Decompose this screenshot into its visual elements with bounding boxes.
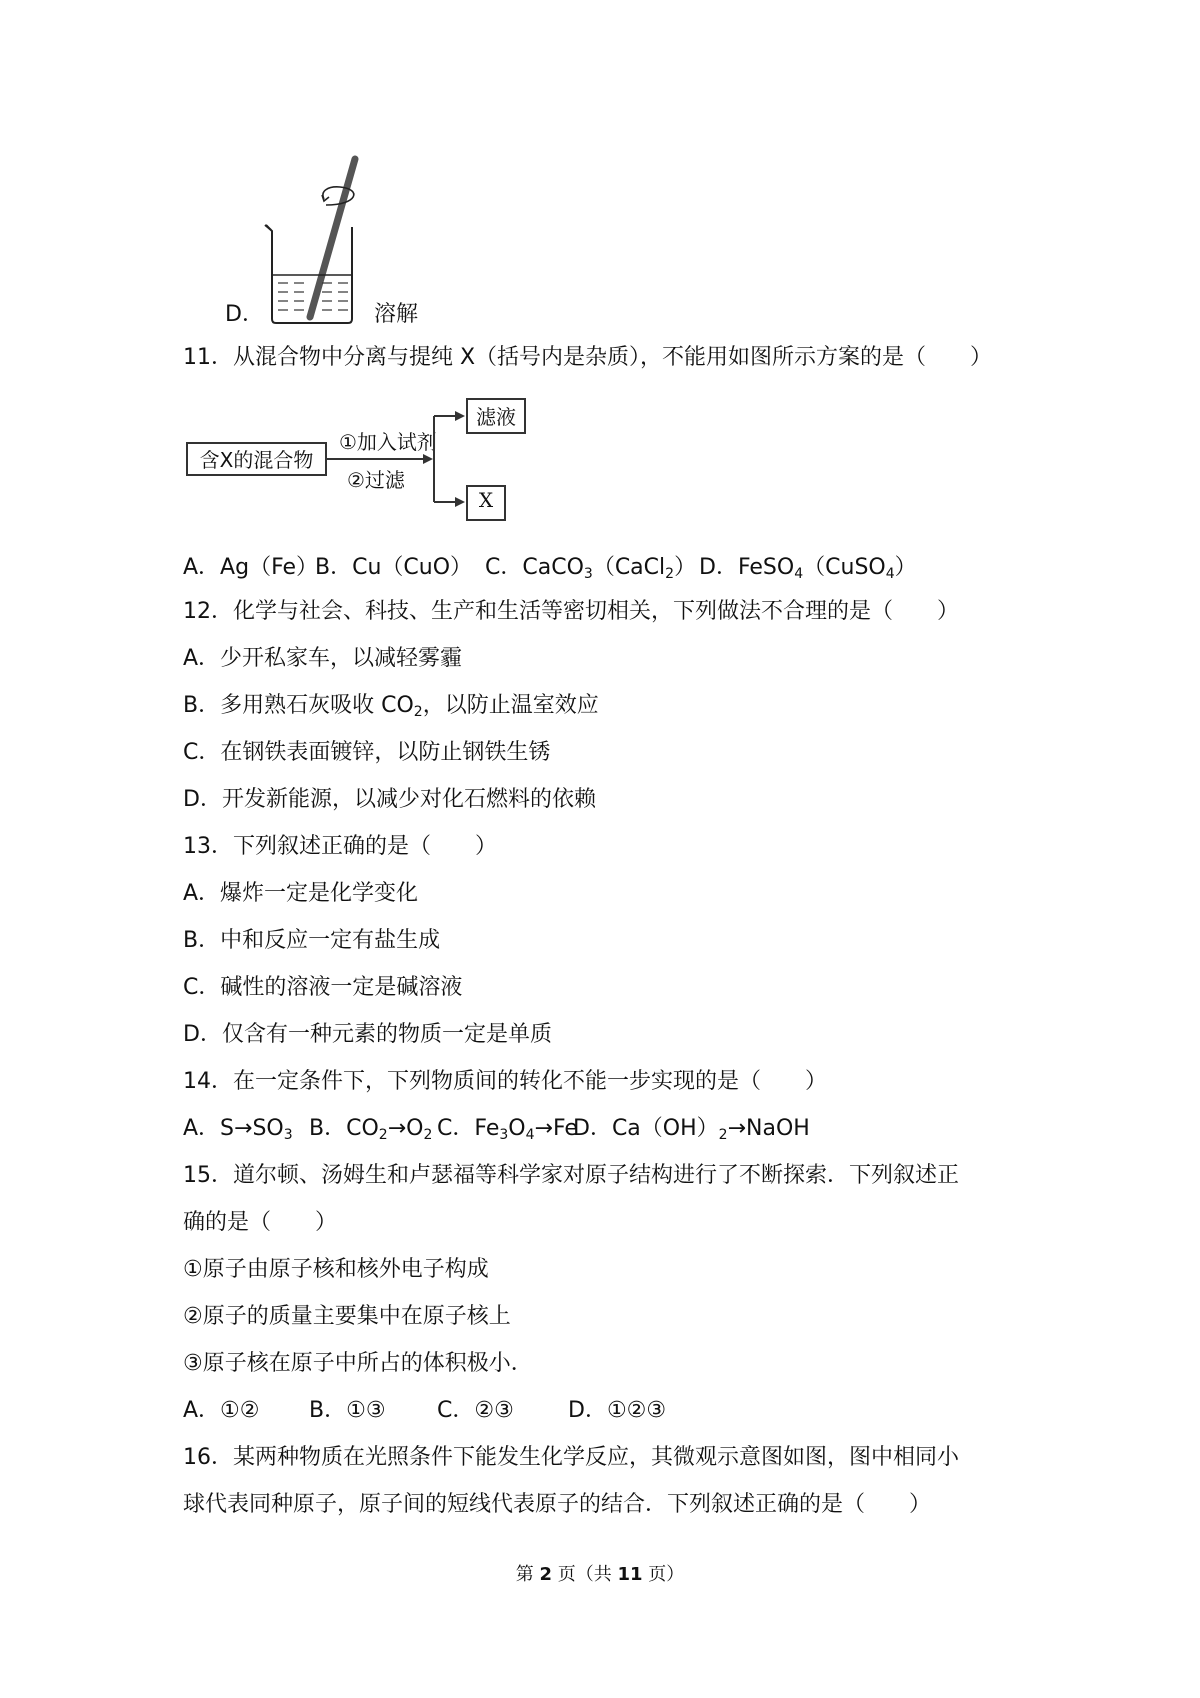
step2-label: ②过滤 [347, 468, 405, 492]
q13-option-a: A．爆炸一定是化学变化 [183, 881, 419, 906]
page-number: 2 [539, 1564, 552, 1585]
q15-statement-1: ①原子由原子核和核外电子构成 [183, 1257, 489, 1282]
q13-option-b: B．中和反应一定有盐生成 [183, 928, 441, 953]
q14-option-c: C．$Fe_3O_4\to Fe$ [437, 1116, 578, 1143]
q13-option-c: C．碱性的溶液一定是碱溶液 [183, 975, 463, 1000]
q14-option-b: B．$CO_2\to O_2$ [309, 1116, 433, 1143]
beaker-stirring-figure [262, 155, 362, 325]
mixture-label: 含X的混合物 [199, 448, 314, 472]
q12-option-c: C．在钢铁表面镀锌，以防止钢铁生锈 [183, 740, 551, 765]
q13-option-d: D．仅含有一种元素的物质一定是单质 [183, 1022, 552, 1047]
stir-arrow-icon [323, 187, 354, 205]
q15-option-c: C．②③ [437, 1398, 514, 1423]
q16-stem-line2: 球代表同种原子，原子间的短线代表原子的结合．下列叙述正确的是（ ） [183, 1492, 932, 1517]
q11-options [183, 553, 917, 583]
q15-option-a: A．①② [183, 1398, 260, 1423]
q12-option-a: A．少开私家车，以减轻雾霾 [183, 646, 463, 671]
q14-option-a: A．$S\to SO_3$ [183, 1116, 293, 1143]
q12-stem: 12．化学与社会、科技、生产和生活等密切相关，下列做法不合理的是（ ） [183, 599, 959, 624]
q15-options [183, 1396, 666, 1426]
filtrate-label: 滤液 [476, 405, 516, 429]
q16-stem-line1: 16．某两种物质在光照条件下能发生化学反应，其微观示意图如图，图中相同小 [183, 1445, 959, 1470]
q12-option-b: B．多用熟石灰吸收 $CO_2$，以防止温室效应 [183, 693, 599, 720]
q12-option-d: D．开发新能源，以减少对化石燃料的依赖 [183, 787, 596, 812]
x-label: X [478, 488, 494, 512]
q14-options [183, 1114, 810, 1144]
q14-stem: 14．在一定条件下，下列物质间的转化不能一步实现的是（ ） [183, 1069, 827, 1094]
separation-diagram [183, 396, 543, 528]
q15-option-d: D．①②③ [568, 1398, 667, 1423]
q15-statement-2: ②原子的质量主要集中在原子核上 [183, 1304, 511, 1329]
q15-stem-line2: 确的是（ ） [183, 1210, 338, 1235]
q15-stem-line1: 15．道尔顿、汤姆生和卢瑟福等科学家对原子结构进行了不断探索．下列叙述正 [183, 1163, 959, 1188]
q11-option-b: B．Cu（CuO） [315, 555, 473, 580]
q15-option-b: B．①③ [309, 1398, 386, 1423]
q11-stem: 11．从混合物中分离与提纯 X（括号内是杂质），不能用如图所示方案的是（ ） [183, 345, 993, 370]
step1-label: ①加入试剂 [339, 430, 437, 454]
q13-stem: 13．下列叙述正确的是（ ） [183, 834, 497, 859]
q11-option-d: D．FeSO$_4$（CuSO$_4$） [699, 555, 917, 582]
page-total: 11 [617, 1564, 643, 1585]
q14-option-d: D．$Ca(OH)_2\to NaOH$ [573, 1116, 810, 1143]
glass-rod [310, 159, 355, 317]
q10-option-d-caption: 溶解 [374, 302, 419, 327]
q11-option-a: A．Ag（Fe） [183, 555, 319, 580]
q10-option-d-label: D． [225, 302, 264, 327]
q11-option-c: C．CaCO$_3$（CaCl$_2$） [485, 555, 697, 582]
q15-statement-3: ③原子核在原子中所占的体积极小． [183, 1351, 533, 1376]
page-footer: 第 2 页（共 11 页） [515, 1564, 685, 1585]
